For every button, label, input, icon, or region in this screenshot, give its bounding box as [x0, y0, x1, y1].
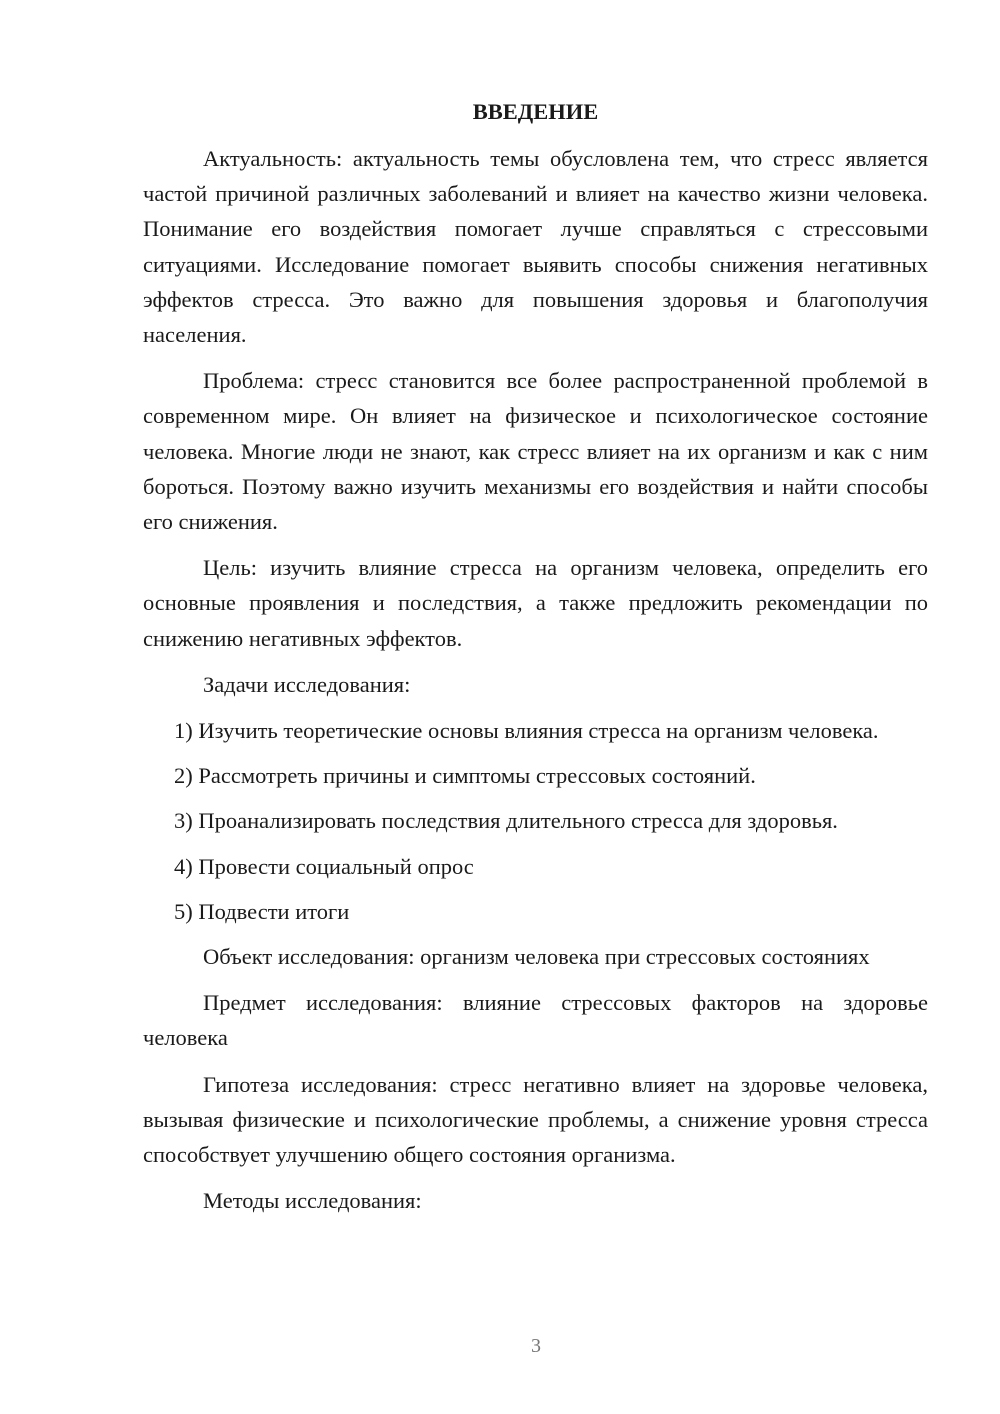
- task-item-5: 5) Подвести итоги: [174, 898, 350, 924]
- tasks-heading: Задачи исследования:: [203, 671, 411, 697]
- section-title: ВВЕДЕНИЕ: [472, 99, 599, 124]
- problem-paragraph: Проблема: стресс становится все более распространенной проблемой в современном мире. Он влияет на физическое и психологическое состояние человека. Многие люди не знают, как стресс влияет на их организм и как с ним бороться. Поэтому важно изучить механизмы его воздействия и найти способы его снижения.: [143, 368, 928, 535]
- relevance-paragraph: Актуальность: актуальность темы обусловлена тем, что стресс является частой причиной различных заболеваний и влияет на качество жизни человека. Понимание его воздействия помогает лучше справляться с стрессовыми ситуациями. Исследование помогает выявить способы снижения негативных эффектов стресса. Это важно для повышения здоровья и благополучия населения.: [143, 146, 928, 348]
- task-item-4: 4) Провести социальный опрос: [174, 853, 474, 879]
- document-page: [143, 94, 928, 1229]
- goal-paragraph: Цель: изучить влияние стресса на организм человека, определить его основные проявления и последствия, а также предложить рекомендации по снижению негативных эффектов.: [143, 555, 928, 651]
- object-paragraph: Объект исследования: организм человека при стрессовых состояниях: [203, 944, 870, 970]
- hypothesis-paragraph: Гипотеза исследования: стресс негативно влияет на здоровье человека, вызывая физические и психологические проблемы, а снижение уровня стресса способствует улучшению общего состояния организма.: [143, 1071, 928, 1168]
- subject-paragraph: Предмет исследования: влияние стрессовых факторов на здоровье человека: [143, 990, 928, 1051]
- methods-heading: Методы исследования:: [203, 1188, 422, 1214]
- page-number: 3: [531, 1335, 541, 1357]
- task-item-2: 2) Рассмотреть причины и симптомы стрессовых состояний.: [174, 763, 756, 789]
- task-item-3: 3) Проанализировать последствия длительного стресса для здоровья.: [174, 808, 838, 834]
- task-item-1: 1) Изучить теоретические основы влияния стресса на организм человека.: [174, 718, 879, 744]
